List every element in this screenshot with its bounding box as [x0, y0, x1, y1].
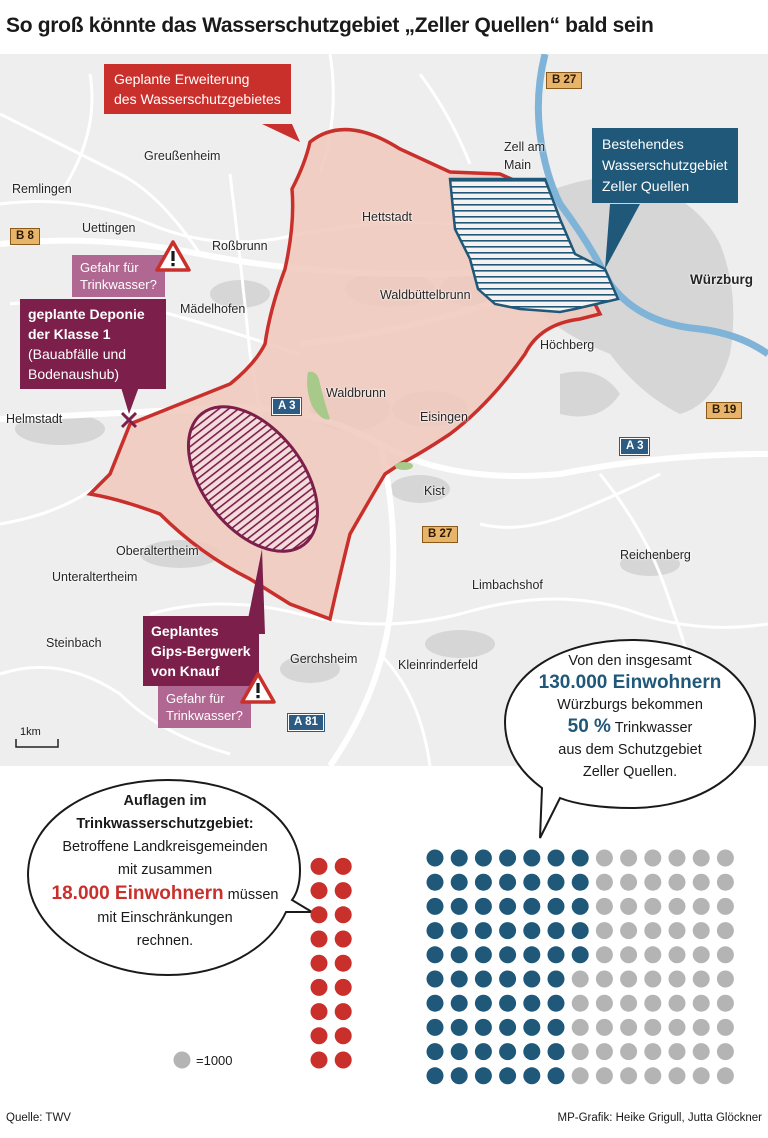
zeller-supplied-resident-dot — [499, 946, 516, 963]
other-resident-dot — [596, 850, 613, 867]
other-resident-dot — [717, 971, 734, 988]
legend-dot — [174, 1052, 191, 1069]
zeller-supplied-resident-dot — [523, 1067, 540, 1084]
affected-resident-dot — [335, 1052, 352, 1069]
affected-resident-dot — [335, 882, 352, 899]
affected-resident-dot — [311, 882, 328, 899]
place-reichenberg: Reichenberg — [620, 548, 691, 562]
affected-resident-dot — [335, 955, 352, 972]
affected-resident-dot — [335, 979, 352, 996]
other-resident-dot — [693, 922, 710, 939]
page-title: So groß könnte das Wasserschutzgebiet „Zeller Quellen“ bald sein — [6, 14, 654, 37]
zeller-supplied-resident-dot — [427, 946, 444, 963]
zeller-supplied-resident-dot — [451, 971, 468, 988]
road-a81: A 81 — [288, 714, 324, 731]
other-resident-dot — [669, 898, 686, 915]
road-b8: B 8 — [10, 228, 40, 245]
other-resident-dot — [572, 971, 589, 988]
zeller-supplied-resident-dot — [451, 874, 468, 891]
deponie-question-line-2: Trinkwasser? — [80, 277, 157, 292]
zeller-supplied-resident-dot — [523, 995, 540, 1012]
other-resident-dot — [596, 874, 613, 891]
place-zell-main: Main — [504, 158, 532, 172]
affected-resident-dot — [335, 1003, 352, 1020]
place-rossbrunn: Roßbrunn — [212, 239, 268, 253]
other-resident-dot — [669, 1043, 686, 1060]
other-resident-dot — [717, 995, 734, 1012]
place-uettingen: Uettingen — [82, 221, 136, 235]
other-resident-dot — [669, 946, 686, 963]
other-resident-dot — [669, 1019, 686, 1036]
other-resident-dot — [669, 850, 686, 867]
other-resident-dot — [644, 1043, 661, 1060]
place-waldbrunn: Waldbrunn — [326, 386, 386, 400]
other-resident-dot — [693, 1043, 710, 1060]
bubble-right-line-4: aus dem Schutzgebiet — [558, 742, 702, 758]
zeller-supplied-resident-dot — [475, 1043, 492, 1060]
zeller-supplied-resident-dot — [572, 850, 589, 867]
zeller-supplied-resident-dot — [548, 995, 565, 1012]
graphic-credit: MP-Grafik: Heike Grigull, Jutta Glöckner — [557, 1112, 762, 1124]
affected-resident-dot — [311, 858, 328, 875]
zeller-supplied-resident-dot — [548, 1019, 565, 1036]
other-resident-dot — [620, 971, 637, 988]
place-kleinrinderfeld: Kleinrinderfeld — [398, 658, 478, 672]
zeller-supplied-resident-dot — [499, 850, 516, 867]
other-resident-dot — [669, 874, 686, 891]
zeller-supplied-resident-dot — [572, 898, 589, 915]
mine-title-line-1: Geplantes — [151, 623, 219, 639]
zeller-supplied-resident-dot — [572, 874, 589, 891]
legend-label: =1000 — [196, 1053, 233, 1068]
other-resident-dot — [596, 1019, 613, 1036]
zeller-supplied-resident-dot — [523, 946, 540, 963]
road-b27-north: B 27 — [546, 72, 582, 89]
bubble-left-heading-2: Trinkwasserschutzgebiet: — [76, 816, 254, 832]
scale-label: 1km — [20, 726, 41, 738]
place-helmstadt: Helmstadt — [6, 412, 63, 426]
zeller-supplied-resident-dot — [427, 1067, 444, 1084]
zeller-supplied-resident-dot — [451, 946, 468, 963]
other-resident-dot — [620, 995, 637, 1012]
mine-question-line-1: Gefahr für — [166, 691, 225, 706]
other-resident-dot — [693, 850, 710, 867]
affected-resident-dot — [335, 906, 352, 923]
zeller-supplied-resident-dot — [499, 1043, 516, 1060]
other-resident-dot — [572, 995, 589, 1012]
affected-resident-dot — [311, 1027, 328, 1044]
zeller-supplied-resident-dot — [548, 946, 565, 963]
zeller-supplied-resident-dot — [548, 971, 565, 988]
zeller-supplied-resident-dot — [572, 946, 589, 963]
zeller-supplied-resident-dot — [499, 922, 516, 939]
other-resident-dot — [644, 874, 661, 891]
other-resident-dot — [644, 995, 661, 1012]
other-resident-dot — [717, 1043, 734, 1060]
other-resident-dot — [596, 922, 613, 939]
other-resident-dot — [596, 995, 613, 1012]
zeller-supplied-resident-dot — [427, 850, 444, 867]
mine-question-line-2: Trinkwasser? — [166, 708, 243, 723]
other-resident-dot — [596, 898, 613, 915]
place-maedelhofen: Mädelhofen — [180, 302, 246, 316]
other-resident-dot — [717, 898, 734, 915]
zeller-supplied-resident-dot — [523, 971, 540, 988]
bubble-right-line-5: Zeller Quellen. — [582, 764, 678, 780]
affected-resident-dot — [311, 1003, 328, 1020]
callout-existing-line-1: Bestehendes — [602, 136, 684, 152]
affected-resident-dot — [311, 931, 328, 948]
affected-resident-dot — [311, 1052, 328, 1069]
zeller-supplied-resident-dot — [475, 946, 492, 963]
other-resident-dot — [693, 971, 710, 988]
zeller-supplied-resident-dot — [475, 850, 492, 867]
other-resident-dot — [717, 946, 734, 963]
affected-resident-dot — [311, 955, 328, 972]
zeller-supplied-resident-dot — [427, 922, 444, 939]
zeller-supplied-resident-dot — [451, 898, 468, 915]
bubble-right-line-3-rest: Trinkwasser — [610, 720, 693, 736]
place-limbachshof: Limbachshof — [472, 578, 543, 592]
affected-resident-dot — [335, 858, 352, 875]
place-zell-am: Zell am — [504, 140, 545, 154]
other-resident-dot — [693, 995, 710, 1012]
zeller-supplied-resident-dot — [451, 995, 468, 1012]
other-resident-dot — [596, 1043, 613, 1060]
zeller-supplied-resident-dot — [451, 922, 468, 939]
source-credit: Quelle: TWV — [6, 1112, 71, 1124]
zeller-supplied-resident-dot — [427, 898, 444, 915]
place-eisingen: Eisingen — [420, 410, 468, 424]
place-oberaltertheim: Oberaltertheim — [116, 544, 199, 558]
zeller-supplied-resident-dot — [451, 1067, 468, 1084]
other-resident-dot — [693, 1019, 710, 1036]
mine-title-line-3: von Knauf — [151, 663, 220, 679]
other-resident-dot — [693, 874, 710, 891]
zeller-supplied-resident-dot — [475, 995, 492, 1012]
other-resident-dot — [669, 922, 686, 939]
zeller-supplied-resident-dot — [427, 1019, 444, 1036]
zeller-supplied-resident-dot — [475, 971, 492, 988]
road-a3-west: A 3 — [272, 398, 301, 415]
zeller-supplied-resident-dot — [548, 850, 565, 867]
other-resident-dot — [620, 922, 637, 939]
other-resident-dot — [572, 1067, 589, 1084]
place-wuerzburg: Würzburg — [690, 272, 753, 287]
zeller-supplied-resident-dot — [548, 874, 565, 891]
bubble-right-line-2: Würzburgs bekommen — [557, 697, 703, 713]
wuerzburg-residents-dots — [427, 850, 734, 1085]
zeller-supplied-resident-dot — [523, 874, 540, 891]
other-resident-dot — [669, 995, 686, 1012]
other-resident-dot — [693, 1067, 710, 1084]
zeller-supplied-resident-dot — [548, 1067, 565, 1084]
bubble-left-line-1: Betroffene Landkreisgemeinden — [62, 839, 268, 855]
bubble-left-line-4: rechnen. — [136, 933, 194, 949]
deponie-title-line-2: der Klasse 1 — [28, 326, 111, 342]
other-resident-dot — [644, 922, 661, 939]
place-greussenheim: Greußenheim — [144, 149, 221, 163]
bubble-left-highlight-rest: müssen — [223, 887, 279, 903]
place-waldbuettelbrunn: Waldbüttelbrunn — [380, 288, 471, 302]
other-resident-dot — [620, 1067, 637, 1084]
other-resident-dot — [693, 946, 710, 963]
zeller-supplied-resident-dot — [499, 971, 516, 988]
callout-expansion-line-2: des Wasserschutzgebietes — [114, 91, 281, 107]
place-remlingen: Remlingen — [12, 182, 72, 196]
other-resident-dot — [644, 850, 661, 867]
zeller-supplied-resident-dot — [499, 874, 516, 891]
other-resident-dot — [717, 874, 734, 891]
bubble-right-highlight-2: 50 % — [567, 716, 611, 737]
affected-residents-dots — [311, 858, 352, 1069]
zeller-supplied-resident-dot — [523, 1043, 540, 1060]
other-resident-dot — [717, 1067, 734, 1084]
zeller-supplied-resident-dot — [427, 874, 444, 891]
other-resident-dot — [644, 898, 661, 915]
other-resident-dot — [620, 1043, 637, 1060]
other-resident-dot — [644, 1019, 661, 1036]
affected-resident-dot — [335, 1027, 352, 1044]
road-b19: B 19 — [706, 402, 742, 419]
other-resident-dot — [620, 874, 637, 891]
other-resident-dot — [572, 1043, 589, 1060]
other-resident-dot — [620, 898, 637, 915]
bubble-right-line-1: Von den insgesamt — [568, 653, 692, 669]
zeller-supplied-resident-dot — [475, 874, 492, 891]
zeller-supplied-resident-dot — [523, 1019, 540, 1036]
zeller-supplied-resident-dot — [427, 995, 444, 1012]
bubble-left-line-3: mit Einschränkungen — [97, 910, 233, 926]
other-resident-dot — [669, 1067, 686, 1084]
callout-existing-line-2: Wasserschutzgebiet — [602, 157, 728, 173]
other-resident-dot — [620, 850, 637, 867]
affected-resident-dot — [335, 931, 352, 948]
zeller-supplied-resident-dot — [427, 971, 444, 988]
zeller-supplied-resident-dot — [451, 1043, 468, 1060]
affected-resident-dot — [311, 979, 328, 996]
callout-existing-line-3: Zeller Quellen — [602, 178, 690, 194]
place-hoechberg: Höchberg — [540, 338, 595, 352]
other-resident-dot — [596, 1067, 613, 1084]
other-resident-dot — [596, 946, 613, 963]
zeller-supplied-resident-dot — [499, 898, 516, 915]
bubble-left-line-2: mit zusammen — [117, 862, 213, 878]
other-resident-dot — [644, 1067, 661, 1084]
zeller-supplied-resident-dot — [475, 1067, 492, 1084]
zeller-supplied-resident-dot — [523, 922, 540, 939]
place-hettstadt: Hettstadt — [362, 210, 413, 224]
deponie-sub-line-2: Bodenaushub) — [28, 366, 120, 382]
other-resident-dot — [596, 971, 613, 988]
bubble-right-highlight-1: 130.000 Einwohnern — [538, 672, 722, 693]
mine-title-line-2: Gips-Bergwerk — [151, 643, 251, 659]
place-steinbach: Steinbach — [46, 636, 102, 650]
zeller-supplied-resident-dot — [548, 898, 565, 915]
zeller-supplied-resident-dot — [451, 1019, 468, 1036]
callout-expansion-line-1: Geplante Erweiterung — [114, 71, 250, 87]
zeller-supplied-resident-dot — [427, 1043, 444, 1060]
zeller-supplied-resident-dot — [523, 850, 540, 867]
place-gerchsheim: Gerchsheim — [290, 652, 358, 666]
other-resident-dot — [572, 1019, 589, 1036]
zeller-supplied-resident-dot — [548, 1043, 565, 1060]
other-resident-dot — [620, 1019, 637, 1036]
road-b27-south: B 27 — [422, 526, 458, 543]
other-resident-dot — [669, 971, 686, 988]
other-resident-dot — [717, 1019, 734, 1036]
other-resident-dot — [644, 946, 661, 963]
zeller-supplied-resident-dot — [499, 995, 516, 1012]
bubble-left-heading-1: Auflagen im — [123, 793, 207, 809]
other-resident-dot — [620, 946, 637, 963]
deponie-sub-line-1: (Bauabfälle und — [28, 346, 127, 362]
zeller-supplied-resident-dot — [523, 898, 540, 915]
other-resident-dot — [717, 922, 734, 939]
zeller-supplied-resident-dot — [548, 922, 565, 939]
zeller-supplied-resident-dot — [499, 1067, 516, 1084]
place-kist: Kist — [424, 484, 445, 498]
zeller-supplied-resident-dot — [572, 922, 589, 939]
bubble-left-highlight: 18.000 Einwohnern — [51, 883, 224, 904]
deponie-question-line-1: Gefahr für — [80, 260, 139, 275]
road-a3-east: A 3 — [620, 438, 649, 455]
zeller-supplied-resident-dot — [475, 1019, 492, 1036]
zeller-supplied-resident-dot — [451, 850, 468, 867]
other-resident-dot — [644, 971, 661, 988]
zeller-supplied-resident-dot — [499, 1019, 516, 1036]
place-unteraltertheim: Unteraltertheim — [52, 570, 138, 584]
other-resident-dot — [717, 850, 734, 867]
affected-resident-dot — [311, 906, 328, 923]
deponie-title-line-1: geplante Deponie — [28, 306, 145, 322]
zeller-supplied-resident-dot — [475, 898, 492, 915]
zeller-supplied-resident-dot — [475, 922, 492, 939]
other-resident-dot — [693, 898, 710, 915]
